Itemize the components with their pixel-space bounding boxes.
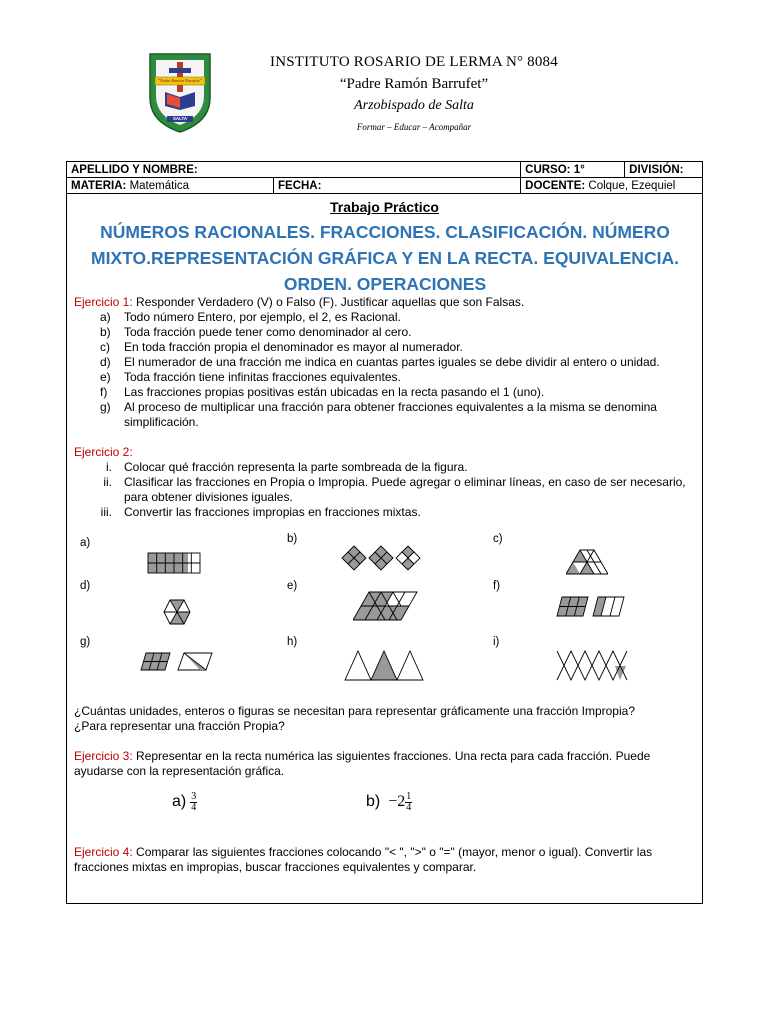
fraction-b-label: b) <box>366 793 381 811</box>
figure-label-e: e) <box>287 580 298 592</box>
question-proper: ¿Para representar una fracción Propia? <box>74 719 285 733</box>
item-mark: i. <box>106 460 112 474</box>
fraction-b-denominator: 4 <box>406 802 412 813</box>
school-motto: Formar – Educar – Acompañar <box>356 122 472 132</box>
item-text: Todo número Entero, por ejemplo, el 2, es Racional. <box>124 310 401 324</box>
figure-d-hexagon <box>163 597 191 627</box>
teacher-label: DOCENTE: <box>525 179 586 192</box>
exercise-2-list <box>74 460 694 520</box>
item-text: Colocar qué fracción representa la parte sombreada de la figura. <box>124 460 468 474</box>
fraction-a-numerator: 3 <box>191 791 197 802</box>
item-mark: c) <box>100 340 110 354</box>
exercise-1-text: Responder Verdadero (V) o Falso (F). Justificar aquellas que son Falsas. <box>132 295 525 309</box>
figure-label-d: d) <box>80 580 91 592</box>
fraction-a-denominator: 4 <box>191 802 197 813</box>
list-item <box>74 325 694 340</box>
exercise-1 <box>74 295 694 430</box>
division-label: DIVISIÓN: <box>629 163 684 176</box>
exercise-3-label: Ejercicio 3: <box>74 749 133 763</box>
exercise-4-text: Comparar las siguientes fracciones colocando "< ", ">" o "=" (mayor, menor o igual). Convertir las fracciones mixtas en impropias, buscar fracciones equivalentes y comparar. <box>74 845 653 874</box>
main-topic-title: NÚMEROS RACIONALES. FRACCIONES. CLASIFICACIÓN. NÚMERO MIXTO.REPRESENTACIÓN GRÁFICA Y EN LA RECTA. EQUIVALENCIA. ORDEN. OPERACIONES <box>91 222 679 294</box>
item-text: Clasificar las fracciones en Propia o Impropia. Puede agregar o eliminar líneas, en caso de ser necesario, para obtener divisiones iguales. <box>124 475 686 504</box>
figure-label-i: i) <box>493 636 500 648</box>
exercise-3 <box>74 749 699 779</box>
item-text: Toda fracción tiene infinitas fracciones equivalentes. <box>124 370 401 384</box>
logo-bottom-text: SALTA <box>172 116 188 121</box>
exercise-4-label: Ejercicio 4: <box>74 845 133 859</box>
exercise-3-text: Representar en la recta numérica las siguientes fracciones. Una recta para cada fracción. Puede ayudarse con la representación gráfica. <box>74 749 651 778</box>
fraction-a <box>172 792 197 813</box>
figure-b-diamonds <box>340 545 424 571</box>
list-item <box>74 400 694 430</box>
fraction-b-whole: −2 <box>388 793 406 811</box>
exercise-2 <box>74 445 694 520</box>
teacher-cell <box>521 178 703 194</box>
item-mark: iii. <box>100 505 112 519</box>
list-item <box>74 460 694 475</box>
name-cell[interactable] <box>67 162 521 178</box>
figure-label-c: c) <box>493 533 503 545</box>
course-value: 1° <box>573 163 585 176</box>
figure-label-h: h) <box>287 636 298 648</box>
item-text: Convertir las fracciones impropias en fracciones mixtas. <box>124 505 421 519</box>
item-text: Las fracciones propias positivas están ubicadas en la recta pasando el 1 (uno). <box>124 385 545 399</box>
fraction-b-numerator: 1 <box>406 791 412 802</box>
item-mark: e) <box>100 370 111 384</box>
item-mark: ii. <box>103 475 112 489</box>
figure-label-g: g) <box>80 636 91 648</box>
exercise-4 <box>74 845 699 875</box>
fraction-a-label: a) <box>172 793 187 811</box>
figure-f-parallelograms <box>556 596 626 618</box>
school-archdiocese: Arzobispado de Salta <box>354 98 474 113</box>
item-text: El numerador de una fracción me indica en cuantas partes iguales se debe dividir al entero o unidad. <box>124 355 660 369</box>
list-item <box>74 385 694 400</box>
item-text: Al proceso de multiplicar una fracción para obtener fracciones equivalentes a la misma se denomina simplificación. <box>124 400 657 429</box>
figure-a-rectangle-grid <box>147 552 203 576</box>
figure-label-b: b) <box>287 533 298 545</box>
worksheet-title: Trabajo Práctico <box>330 199 439 215</box>
school-name: INSTITUTO ROSARIO DE LERMA N° 8084 <box>270 54 558 70</box>
item-mark: a) <box>100 310 111 324</box>
course-label: CURSO: <box>525 163 571 176</box>
exercise-1-statement <box>74 295 694 310</box>
item-mark: d) <box>100 355 111 369</box>
teacher-value: Colque, Ezequiel <box>588 179 676 192</box>
subject-label: MATERIA: <box>71 179 127 192</box>
question-improper: ¿Cuántas unidades, enteros o figuras se necesitan para representar gráficamente una fracción Impropia? <box>74 704 635 718</box>
exercise-2-questions <box>74 704 699 734</box>
list-item <box>74 370 694 385</box>
list-item <box>74 310 694 325</box>
list-item <box>74 475 694 505</box>
school-subtitle: “Padre Ramón Barrufet” <box>339 76 489 92</box>
figure-i-triangles <box>556 650 628 682</box>
fraction-b-value <box>405 792 412 813</box>
figure-c-triangle <box>566 549 608 575</box>
subject-value: Matemática <box>129 179 190 192</box>
student-info-table <box>66 161 703 194</box>
logo-text: "Padre Ramón Barrufet" <box>158 78 202 83</box>
item-text: Toda fracción puede tener como denominador al cero. <box>124 325 412 339</box>
item-mark: b) <box>100 325 111 339</box>
figure-label-a: a) <box>80 537 91 549</box>
figure-e-parallelogram <box>353 591 419 621</box>
item-text: En toda fracción propia el denominador es mayor al numerador. <box>124 340 463 354</box>
course-cell[interactable] <box>521 162 625 178</box>
name-label: APELLIDO Y NOMBRE: <box>71 163 198 176</box>
exercise-2-label: Ejercicio 2: <box>74 445 133 459</box>
date-cell[interactable] <box>274 178 521 194</box>
exercise-1-list <box>74 310 694 430</box>
item-mark: g) <box>100 400 111 414</box>
subject-cell <box>67 178 274 194</box>
figure-g-shapes <box>140 652 214 672</box>
list-item <box>74 355 694 370</box>
item-mark: f) <box>100 385 108 399</box>
division-cell[interactable] <box>625 162 703 178</box>
fraction-b <box>366 792 412 813</box>
list-item <box>74 505 694 520</box>
figure-h-triangles <box>344 650 424 682</box>
figure-label-f: f) <box>493 580 501 592</box>
date-label: FECHA: <box>278 179 322 192</box>
list-item <box>74 340 694 355</box>
exercise-1-label: Ejercicio 1: <box>74 295 133 309</box>
fraction-a-value <box>190 792 197 813</box>
